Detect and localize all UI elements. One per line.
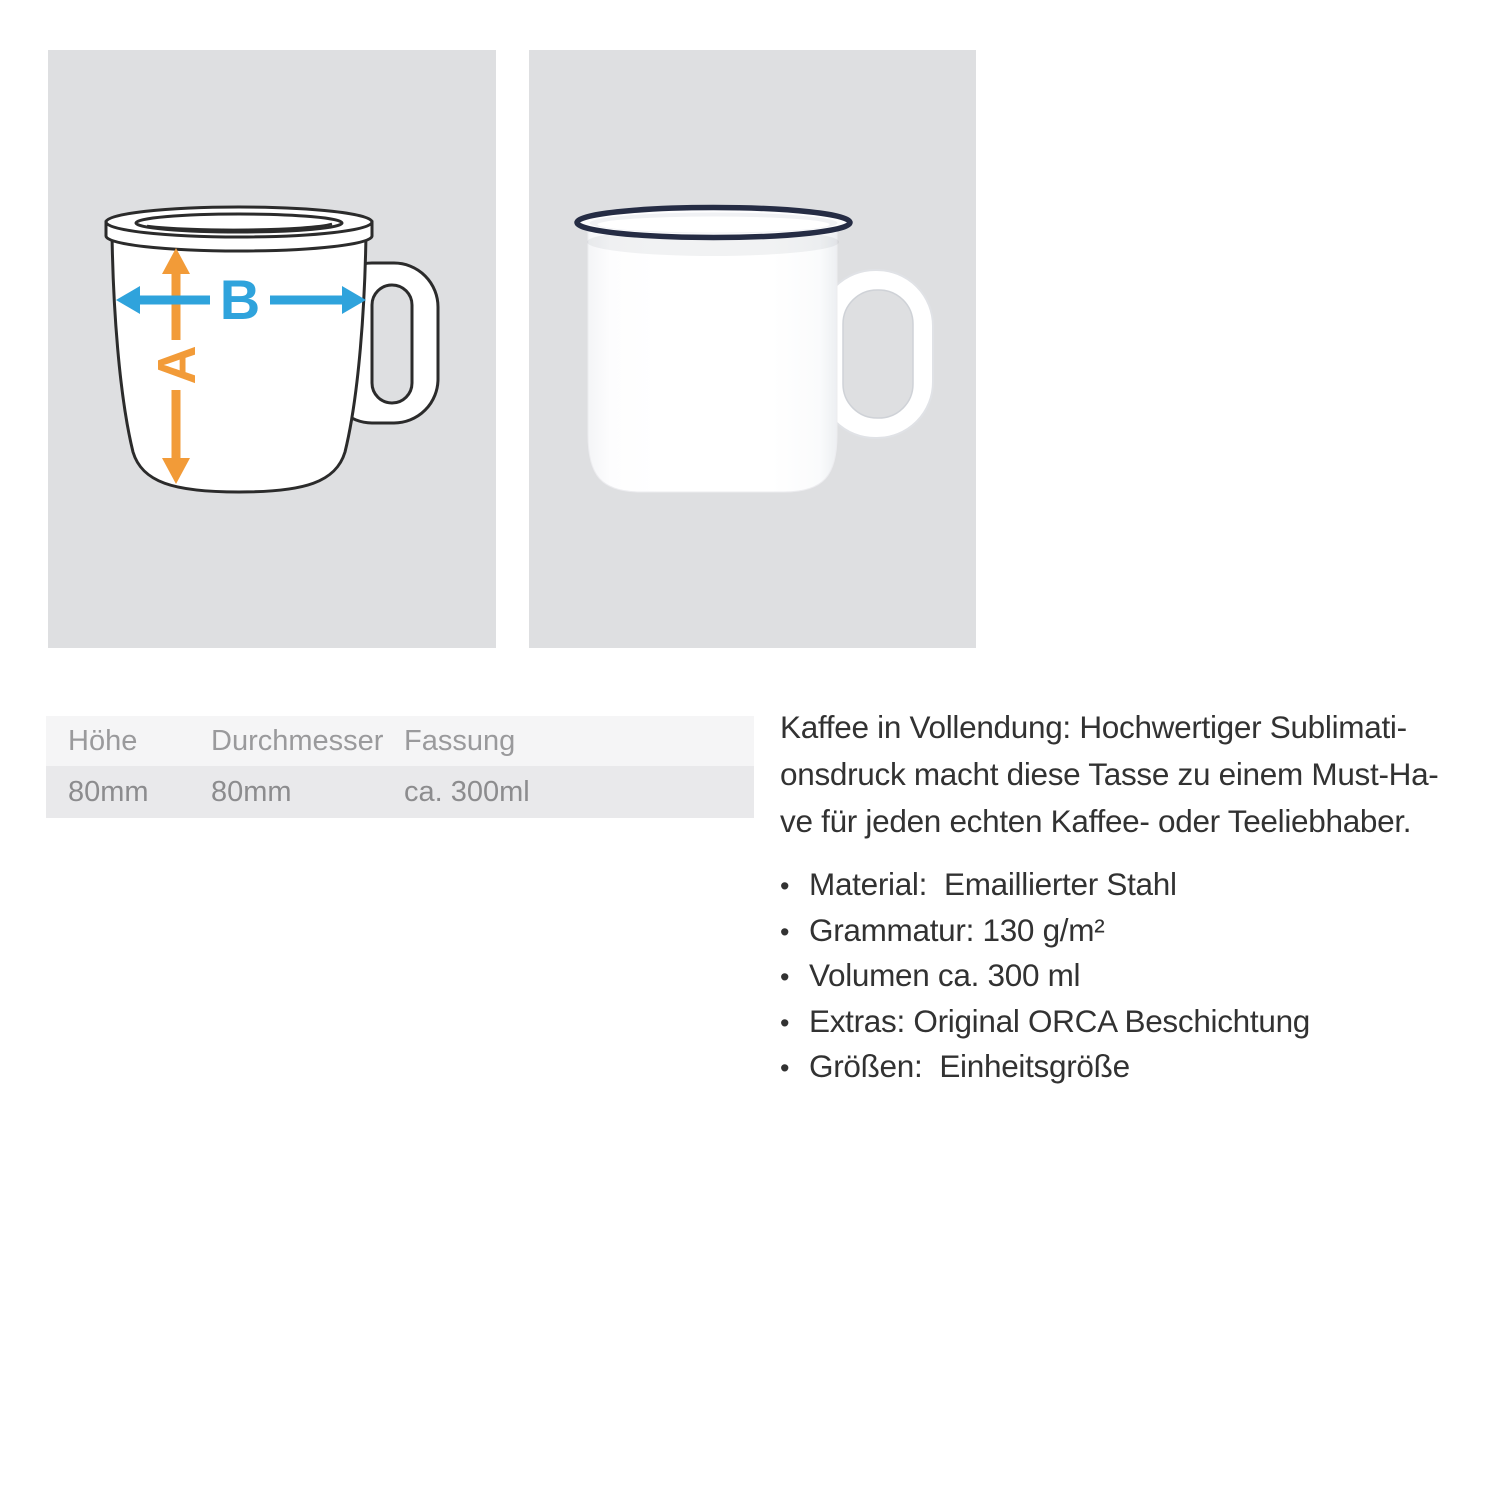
attribute-material: Material: Emaillierter Stahl: [809, 866, 1177, 902]
list-item: [780, 1000, 1496, 1046]
dimension-diagram-panel: [48, 50, 496, 648]
description-paragraph: [780, 704, 1496, 845]
attribute-volumen: Volumen ca. 300 ml: [809, 957, 1081, 993]
attribute-extras: Extras: Original ORCA Beschichtung: [809, 1002, 1311, 1039]
photo-mug-body: [588, 230, 837, 492]
list-item: [780, 954, 1496, 1000]
size-table-data-row: [46, 766, 754, 818]
dimension-label-a: A: [147, 345, 207, 385]
bullet-icon: •: [780, 1053, 790, 1083]
enamel-mug-photo: [529, 50, 976, 648]
size-table: [46, 716, 754, 818]
description-paragraph-line: Kaffee in Vollendung: Hochwertiger Sublimati-: [780, 709, 1407, 745]
bullet-icon: •: [780, 871, 790, 901]
product-photo-panel: [529, 50, 976, 648]
dimension-label-b: B: [219, 268, 261, 331]
mug-dimension-diagram: [48, 50, 496, 648]
product-attributes-list: [780, 863, 1496, 1091]
size-table-header-fassung: Fassung: [404, 724, 516, 757]
bullet-icon: •: [780, 1007, 790, 1038]
attribute-groessen: Größen: Einheitsgröße: [809, 1048, 1130, 1084]
size-table-header-row: [46, 716, 754, 766]
list-item: [780, 1045, 1496, 1091]
list-item: [780, 863, 1496, 909]
size-table-header-durchmesser: Durchmesser: [211, 724, 384, 757]
attribute-grammatur: Grammatur: 130 g/m²: [809, 911, 1105, 948]
photo-mug-opening: [598, 217, 830, 233]
photo-mug-handle-hole: [843, 290, 913, 418]
size-table-cell-fassung: ca. 300ml: [404, 775, 530, 808]
bullet-icon: •: [780, 916, 790, 947]
description-paragraph-line: onsdruck macht diese Tasse zu einem Must-Ha-: [780, 756, 1439, 792]
bullet-icon: •: [780, 962, 790, 992]
product-description: [780, 704, 1496, 1091]
list-item: [780, 909, 1496, 955]
description-paragraph-line: ve für jeden echten Kaffee- oder Teeliebhaber.: [780, 803, 1412, 839]
size-table-cell-durchmesser: 80mm: [211, 775, 292, 808]
size-table-cell-hoehe: 80mm: [68, 775, 149, 808]
size-table-header-hoehe: Höhe: [68, 724, 138, 757]
diagram-mug-handle-hole: [372, 285, 412, 403]
